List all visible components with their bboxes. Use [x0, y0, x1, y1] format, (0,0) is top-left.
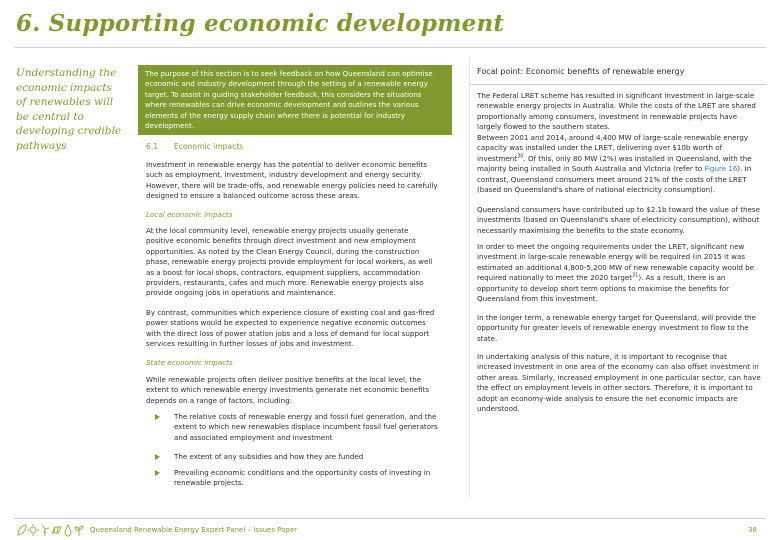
focal-paragraph-lret: The Federal LRET scheme has resulted in significant investment in large-scale renewable energy projects in Australia. While the costs of the LRET are shared proportionally among consumers, investment in renewable projects have largely flowed to the southern states. — [477, 91, 756, 132]
title-divider — [14, 47, 766, 48]
intro-box — [138, 65, 452, 135]
footer-logo-strip — [16, 523, 86, 537]
sun-icon — [27, 524, 39, 536]
margin-callout: Understanding the economic impacts of renewables will be central to developing credible pathways — [16, 67, 122, 152]
section-number: 6.1 — [146, 142, 159, 151]
subheading-state: State economic impacts — [146, 358, 233, 367]
focal-paragraph-longer-term: In the longer term, a renewable energy target for Queensland, will provide the opportunity for greater levels of renewable energy investment to flow to the state. — [477, 313, 756, 343]
paragraph-state-impacts: While renewable projects often deliver positive benefits at the local level, the extent to which renewable energy investments generate net economic benefits depends on a range of factors, including: — [146, 375, 430, 405]
focal-point-divider — [470, 84, 766, 85]
leaf-icon — [18, 525, 26, 535]
list-item-text: The extent of any subsidies and how they are funded — [174, 452, 364, 461]
list-item-text: Prevailing economic conditions and the opportunity costs of investing in renewable projects. — [174, 468, 431, 488]
paragraph-economic-benefits: Investment in renewable energy has the potential to deliver economic benefits such as employment, investment, industry development and energy security. However, there will be trade-offs, and renewable energy policies need to carefully designed to ensure a balanced outcome across these areas. — [146, 160, 438, 201]
water-icon — [65, 525, 71, 536]
footer-icons — [16, 523, 86, 537]
bullet-arrow-icon — [155, 414, 160, 420]
plant-icon — [75, 526, 83, 536]
paragraph-closures: By contrast, communities which experience closure of existing coal and gas-fired power stations would be expected to experience negative economic outcomes with the direct loss of power station jobs and a loss of demand for local support services resulting in further losses of jobs and investment. — [146, 308, 435, 349]
focal-paragraph-requirements: In order to meet the ongoing requirements under the LRET, significant new investment in large-scale renewable energy will be required (in 2015 it was estimated an additional 4,800-5,200 MW of new renewable capacity would be required nationally to meet the 2020 target$^{31}$). As a result, there is an opportunity to develop short term options to maximise the benefits for Queensland from this investment. — [477, 242, 755, 304]
subheading-local: Local economic impacts — [146, 210, 233, 219]
focal-paragraph-consumers: Queensland consumers have contributed up to $2.1b toward the value of these investments (based on Queensland's share of electricity consumption), without necessarily maximising the benefits to the state economy. — [477, 205, 760, 235]
intro-text: The purpose of this section is to seek feedback on how Queensland can optimise economic and industry development through the setting of a renewable energy target. To assist in guiding stakeholder feedback, this considers the situations where renewables can drive economic development and outlines the various elements of the energy supply chain where there is potential for industry development. — [145, 69, 433, 131]
figure-16-link[interactable]: Figure 16 — [704, 164, 738, 174]
list-item-text: The relative costs of renewable energy and fossil fuel generation, and the extent to which new renewables displace incumbent fossil fuel generators and associated employment and investment — [174, 412, 438, 442]
focal-paragraph-analysis: In undertaking analysis of this nature, it is important to recognise that increased investment in one area of the economy can also offset investment in other areas. Similarly, increased employment in one particular sector, can have the effect on employment levels in other sectors. Therefore, it is important to adopt an economy-wide analysis to ensure the net economic impacts are understood. — [477, 352, 761, 414]
footnote-ref[interactable]: 30 — [517, 153, 524, 160]
bullet-arrow-icon — [155, 454, 160, 460]
footnote-ref[interactable]: 31 — [631, 272, 639, 279]
page-title: 6. Supporting economic development — [16, 10, 505, 37]
column-divider — [469, 58, 470, 498]
page-number: 38 — [748, 526, 757, 534]
section-heading — [146, 142, 243, 151]
focal-paragraph-investment: Between 2001 and 2014, around 4,400 MW of large-scale renewable energy capacity was installed under the LRET, delivering over $10b worth of investment$^{30}$. Of this, only 80 MW (2%) was installed in Queensland, with the majority being installed in South Australia and Victoria (refer to Figure 16). In contrast, Queensland consumers meet around 21% of the costs of the LRET (based on Queensland's share of national electricity consumption). — [477, 133, 752, 195]
footer-divider — [14, 518, 766, 519]
bullet-arrow-icon — [155, 470, 160, 476]
solar-panel-icon — [52, 527, 61, 533]
wind-turbine-icon — [42, 525, 49, 536]
footer-document-title: Queensland Renewable Energy Expert Panel – Issues Paper — [90, 526, 298, 534]
focal-point-title: Focal point: Economic benefits of renewable energy — [477, 67, 685, 76]
section-title: Economic impacts — [174, 142, 244, 151]
paragraph-local-impacts: At the local community level, renewable energy projects usually generate positive economic benefits through direct investment and new employment opportunities. As noted by the Clean Energy Council, during the construction phase, renewable energy projects provide employment for local workers, as well as a boost for local shops, contractors, equipment suppliers, accommodation providers, restaurants, cafes and much more. Renewable energy projects also provide ongoing jobs in operations and maintenance. — [146, 226, 433, 298]
